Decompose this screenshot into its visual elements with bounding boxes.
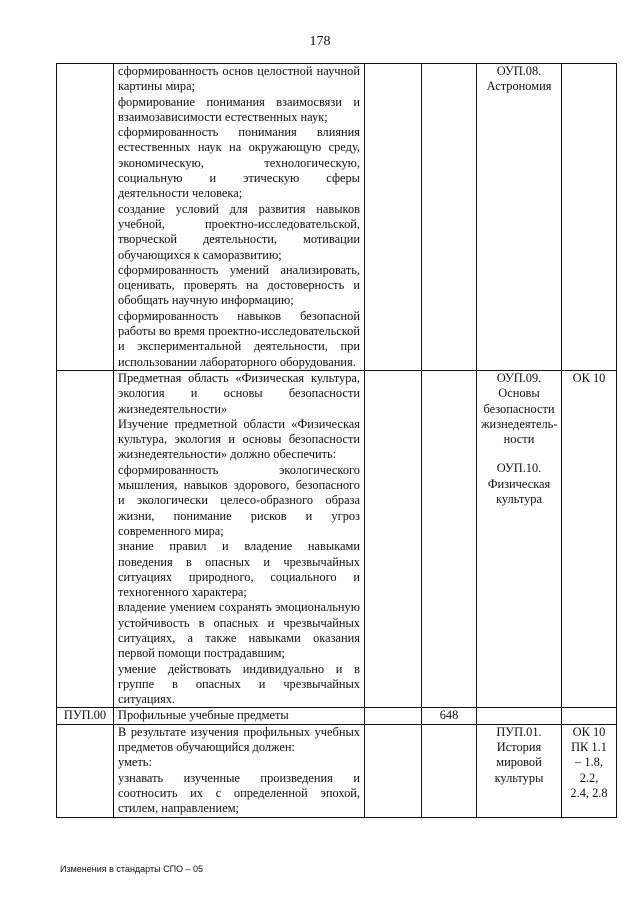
competency-code: 2.2,: [579, 770, 599, 785]
content-line: формирование понимания взаимосвязи и взаимозависимости естественных наук;: [118, 94, 360, 124]
index-cell: ПУП.00: [57, 708, 114, 724]
hours-cell: 648: [422, 708, 477, 724]
empty-cell: [365, 708, 422, 724]
discipline-name: ности: [503, 432, 535, 447]
hours-cell: [422, 64, 477, 371]
discipline-cell: [477, 724, 562, 817]
table-row: [57, 724, 617, 817]
content-line: уметь:: [118, 755, 152, 770]
competency-cell: [562, 64, 617, 371]
hours-cell: [422, 724, 477, 817]
discipline-code: ПУП.01.: [496, 724, 542, 739]
hours-cell: [422, 370, 477, 708]
page-number: 178: [309, 34, 331, 49]
content-line: умение действовать индивидуально и в группе в опасных и чрезвычайных ситуациях.: [118, 661, 360, 707]
index-cell: [57, 370, 114, 708]
curriculum-table: [56, 63, 617, 818]
discipline-name: Физическая: [487, 476, 551, 491]
competency-code: – 1.8,: [575, 755, 603, 770]
content-line: сформированность экологического мышления, навыков здорового, безопасного и экологически целесо-образного образа жизни, понимание рисков и угроз современного мира;: [118, 462, 360, 538]
competency-code: ОК 10: [572, 370, 606, 385]
discipline-code: ОУП.08.: [496, 64, 542, 78]
discipline-name: Основы: [498, 386, 540, 401]
discipline-name: История: [496, 740, 542, 755]
content-line: В результате изучения профильных учебных предметов обучающийся должен:: [118, 724, 360, 755]
competency-cell: [562, 370, 617, 708]
table-row: [57, 64, 617, 371]
discipline-cell: [477, 64, 562, 371]
content-line: сформированность умений анализировать, оценивать, проверять на достоверность и обобщать научную информацию;: [118, 262, 360, 308]
discipline-code: ОУП.09.: [496, 370, 542, 385]
content-line: Предметная область «Физическая культура, экология и основы безопасности жизнедеятельности»: [118, 370, 360, 416]
competency-cell: [562, 708, 617, 724]
competency-code: ПК 1.1: [571, 740, 607, 755]
table-row: [57, 370, 617, 708]
table-row: [57, 708, 617, 724]
empty-cell: [365, 724, 422, 817]
discipline-name: Астрономия: [486, 79, 552, 94]
empty-cell: [365, 370, 422, 708]
content-line: знание правил и владение навыками поведения в опасных и чрезвычайных ситуациях природного, социального и техногенного характера;: [118, 539, 360, 600]
content-line: Профильные учебные предметы: [118, 708, 289, 723]
discipline-code: ОУП.10.: [496, 461, 542, 476]
content-cell: [114, 724, 365, 817]
content-cell: [114, 708, 365, 724]
content-line: создание условий для развития навыков учебной, проектно-исследовательской, творческой деятельности, мотивации обучающихся к саморазвитию;: [118, 201, 360, 262]
content-line: сформированность основ целостной научной картины мира;: [118, 64, 360, 94]
index-cell: [57, 64, 114, 371]
competency-code: ОК 10: [572, 724, 606, 739]
index-cell: [57, 724, 114, 817]
discipline-cell: [477, 708, 562, 724]
content-line: сформированность понимания влияния естественных наук на окружающую среду, экономическую, технологическую, социальную и этическую сферы деятельности человека;: [118, 125, 360, 201]
content-line: владение умением сохранять эмоциональную устойчивость в опасных и чрезвычайных ситуациях, а также навыками оказания первой помощи пострадавшим;: [118, 600, 360, 661]
discipline-name: культуры: [494, 770, 544, 785]
content-line: сформированность навыков безопасной работы во время проектно-исследовательской и экспериментальной деятельности, при использовании лабораторного оборудования.: [118, 308, 360, 369]
content-cell: [114, 370, 365, 708]
empty-cell: [365, 64, 422, 371]
discipline-name: культура: [496, 492, 542, 507]
discipline-cell: [477, 370, 562, 708]
discipline-name: мировой: [496, 755, 542, 770]
competency-cell: [562, 724, 617, 817]
content-line: Изучение предметной области «Физическая культура, экология и основы безопасности жизнедеятельности» должно обеспечить:: [118, 416, 360, 462]
footer-note: Изменения в стандарты СПО – 05: [60, 864, 204, 874]
content-line: узнавать изученные произведения и соотносить их с определенной эпохой, стилем, направлением;: [118, 770, 360, 816]
content-cell: [114, 64, 365, 371]
discipline-name: жизнедеятель-: [481, 416, 558, 431]
discipline-name: безопасности: [483, 401, 555, 416]
competency-code: 2.4, 2.8: [570, 785, 608, 800]
